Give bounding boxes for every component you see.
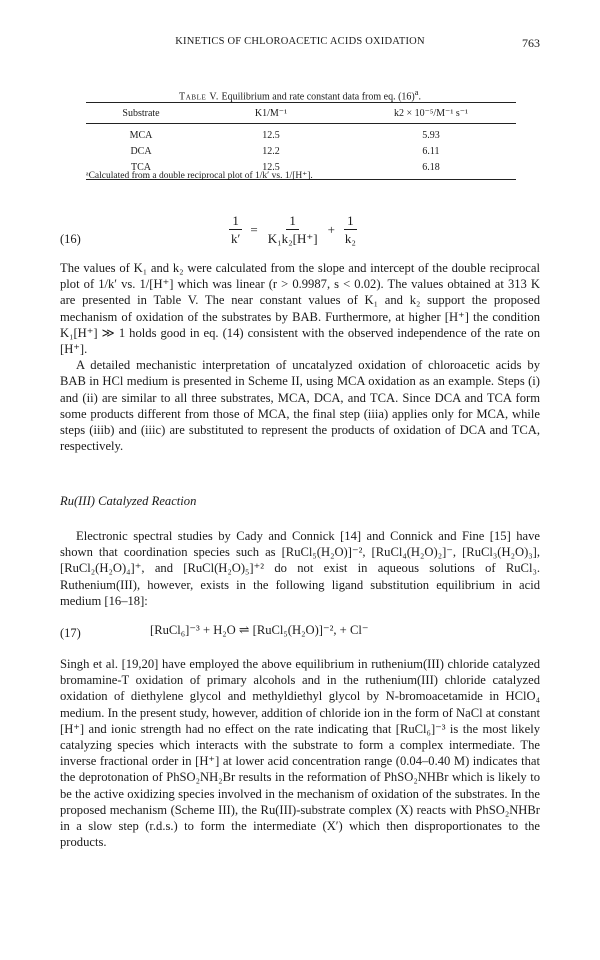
cell-substrate: TCA (131, 162, 151, 173)
running-head: KINETICS OF CHLOROACETIC ACIDS OXIDATION (175, 36, 425, 47)
eq16-lhs-numerator: 1 (229, 213, 242, 230)
paragraph-spectral-studies: Electronic spectral studies by Cady and Connick [14] and Connick and Fine [15] have shown that coordination species such as [RuCl₅(H₂O)]⁻², [RuCl₄(H₂O)₂]⁻, [RuCl₃(H₂O)₃], [RuCl₂(H₂O)₄]⁺, and [RuCl(H₂O)₅]⁺² do not exist in aqueous solutions of RuCl₃. Ruthenium(III), however, exists in the following ligand substitution equilibrium in acid medium [16–18]: (60, 529, 540, 608)
cell-substrate: MCA (129, 130, 153, 141)
equation-16 (228, 213, 359, 246)
body-block-2 (60, 528, 540, 609)
cell-substrate: DCA (130, 146, 152, 157)
eq16-term2-denominator: k₂ (344, 231, 356, 246)
table-caption-note-marker: a (414, 88, 419, 97)
equation-17-number: (17) (60, 626, 81, 640)
header-k2: k2 × 10⁻⁵/M⁻¹ s⁻¹ (393, 108, 469, 119)
table-label: Table V. (179, 91, 219, 103)
eq16-lhs-fraction (228, 213, 243, 246)
equation-17: [RuCl₆]⁻³ + H₂O ⇌ [RuCl₅(H₂O)]⁻², + Cl⁻ (150, 623, 369, 637)
data-table-wrapper (86, 102, 516, 180)
eq16-lhs-denominator: k′ (231, 231, 241, 246)
header-k1: K1/M⁻¹ (254, 108, 288, 119)
cell-k2: 6.11 (422, 146, 440, 157)
eq16-term2-fraction (342, 213, 359, 246)
section-subheading: Ru(III) Catalyzed Reaction (60, 494, 197, 508)
table-caption-text: Equilibrium and rate constant data from eq. (16) (221, 91, 415, 103)
eq16-term2-numerator: 1 (344, 213, 357, 230)
cell-k2: 5.93 (422, 130, 440, 141)
equilibrium-rate-table (86, 102, 516, 180)
eq16-term1-fraction (265, 213, 321, 246)
eq16-term1-numerator: 1 (286, 213, 299, 230)
table-caption: Table V. Equilibrium and rate constant data from eq. $(16)^a$. (179, 88, 421, 103)
table-header-row (86, 103, 516, 124)
cell-k2: 6.18 (422, 162, 440, 173)
eq16-term1-denominator: K₁k₂[H⁺] (267, 231, 318, 246)
cell-k1: 12.5 (262, 130, 280, 141)
eq16-equals: = (250, 221, 258, 237)
paragraph-proposed-mechanism: Singh et al. [19,20] have employed the above equilibrium in ruthenium(III) chloride catalyzed bromamine-T oxidation of primary alcohols and in the ruthenium(III) chloride catalyzed oxidation of diethylene glycol and methyldiethyl glycol by N-bromoacetamide in HClO₄ medium. In the present study, however, addition of chloride ion in the form of NaCl at constant [H⁺] and ionic strength had no effect on the rate indicating that [RuCl₆]⁻³ is the most likely catalyzing species which interacts with the substrate to form a complex intermediate. The inverse fractional order in [H⁺] at lower acid concentration range (0.04–0.40 M) indicates that the deprotonation of PhSO₂NH₂Br results in the reformation of PhSO₂NHBr which is likely to be the active oxidizing species involved in the mechanism of oxidation of the substrates. In the proposed mechanism (Scheme III), the Ru(III)-substrate complex (X) reacts with PhSO₂NHBr in a slow step (r.d.s.) to form the intermediate (X′) which then disproportionates to the products. (60, 657, 540, 850)
eq16-plus: + (327, 221, 335, 237)
cell-k1: 12.2 (262, 146, 280, 157)
paragraph-mechanism: A detailed mechanistic interpretation of uncatalyzed oxidation of chloroacetic acids by BAB in HCl medium is presented in Scheme II, using MCA oxidation as an example. Steps (i) and (ii) are similar to all three substrates, MCA, DCA, and TCA. Since DCA and TCA form some products different from those of MCA, the final step (iiia) applies only for MCA, while steps (iiib) and (iiic) are substituted to represent the products of oxidation of DCA and TCA, respectively. (60, 358, 540, 454)
equation-16-number: (16) (60, 232, 81, 246)
table-row (86, 144, 516, 160)
table-footnote: ᵃCalculated from a double reciprocal plot of 1/k′ vs. 1/[H⁺]. (86, 171, 313, 181)
cell-k1: 12.5 (262, 162, 280, 173)
page-number: 763 (522, 36, 540, 50)
header-substrate: Substrate (122, 108, 160, 119)
table-row (86, 124, 516, 145)
body-block-3 (60, 656, 540, 850)
paragraph-rate-constants: The values of K₁ and k₂ were calculated from the slope and intercept of the double reciprocal plot of 1/k′ vs. 1/[H⁺] which was linear (r > 0.9987, s < 0.02). The values obtained at 313 K are presented in Table V. The near constant values of K₁ and k₂ support the proposed mechanism of oxidation of the substrates by BAB. Furthermore, at higher [H⁺] the condition K₁[H⁺] ≫ 1 holds good in eq. (14) consistent with the observed independence of the rate on [H⁺]. (60, 261, 540, 357)
body-block-1 (60, 260, 540, 454)
